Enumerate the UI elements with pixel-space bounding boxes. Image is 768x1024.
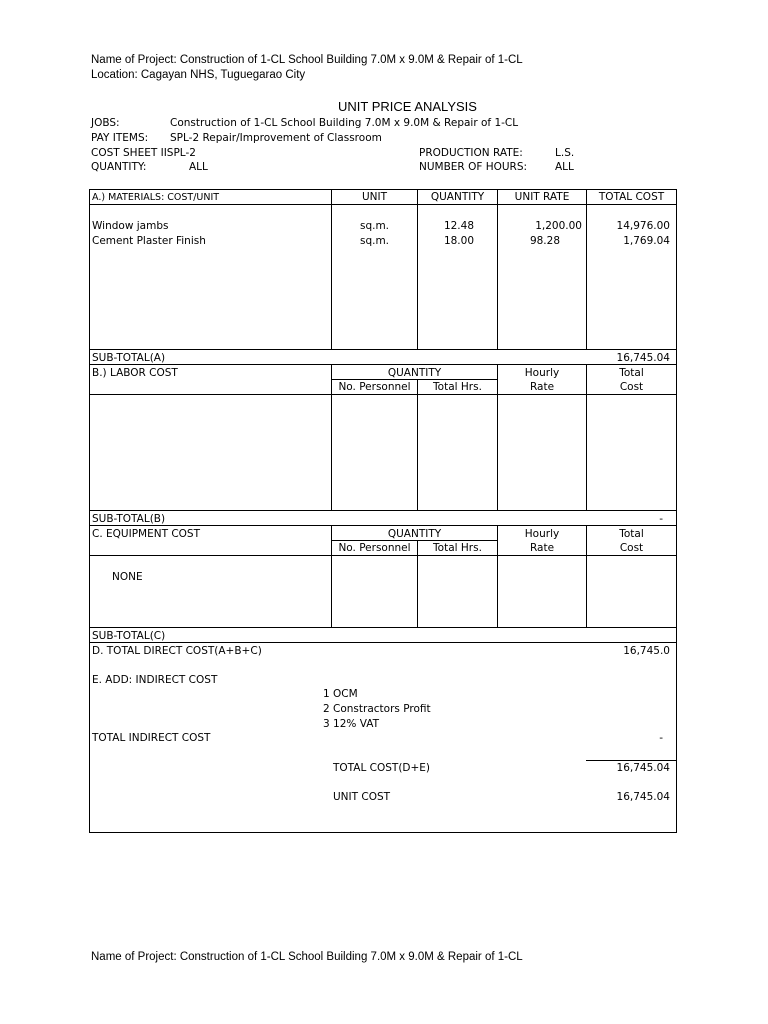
material-row-2-total: 1,769.04 xyxy=(623,235,670,247)
indirect-item-vat: 3 12% VAT xyxy=(323,718,379,730)
equipment-total-header: Total xyxy=(619,528,644,540)
unit-cost-label: UNIT COST xyxy=(333,791,391,803)
materials-unit-rate-header: UNIT RATE xyxy=(514,191,570,203)
labor-total-header: Total xyxy=(619,367,644,379)
quantity-label: QUANTITY: xyxy=(91,161,147,173)
subtotal-c-label: SUB-TOTAL(C) xyxy=(92,630,166,642)
material-row-2-quantity: 18.00 xyxy=(443,235,474,247)
equipment-total-hrs-header: Total Hrs. xyxy=(433,542,482,554)
material-row-1-total: 14,976.00 xyxy=(616,220,670,232)
materials-quantity-header: QUANTITY xyxy=(430,191,485,203)
equipment-none: NONE xyxy=(112,571,143,583)
pay-items-label: PAY ITEMS: xyxy=(91,132,149,144)
pay-items-value: SPL-2 Repair/Improvement of Classroom xyxy=(170,132,382,144)
total-direct-cost-value: 16,745.0 xyxy=(623,645,670,657)
cost-sheet: COST SHEET IISPL-2 xyxy=(91,147,196,159)
jobs-label: JOBS: xyxy=(91,117,120,129)
labor-cost-header: Cost xyxy=(619,381,644,393)
material-row-1-name: Window jambs xyxy=(92,220,169,232)
production-rate-value: L.S. xyxy=(555,147,575,159)
labor-personnel-header: No. Personnel xyxy=(338,381,411,393)
subtotal-b-label: SUB-TOTAL(B) xyxy=(92,513,166,525)
materials-header-label: A.) MATERIALS: COST/UNIT xyxy=(92,192,220,203)
indirect-cost-label: E. ADD: INDIRECT COST xyxy=(92,674,218,686)
material-row-2-rate: 98.28 xyxy=(529,235,560,247)
material-row-2-unit: sq.m. xyxy=(359,235,390,247)
total-cost-value: 16,745.04 xyxy=(616,762,670,774)
quantity-value: ALL xyxy=(189,161,208,173)
material-row-1-rate: 1,200.00 xyxy=(535,220,582,232)
total-indirect-cost-value: - xyxy=(659,732,663,744)
indirect-item-profit: 2 Constractors Profit xyxy=(323,703,431,715)
subtotal-a-value: 16,745.04 xyxy=(616,352,670,364)
total-cost-label: TOTAL COST(D+E) xyxy=(333,762,431,774)
material-row-1-quantity: 12.48 xyxy=(443,220,474,232)
subtotal-a-label: SUB-TOTAL(A) xyxy=(92,352,166,364)
indirect-item-ocm: 1 OCM xyxy=(323,688,358,700)
labor-hourly-header: Hourly xyxy=(524,367,560,379)
material-row-2-name: Cement Plaster Finish xyxy=(92,235,206,247)
subtotal-b-value: - xyxy=(659,513,663,525)
materials-unit-header: UNIT xyxy=(361,191,388,203)
project-name-header: Name of Project: Construction of 1-CL School Building 7.0M x 9.0M & Repair of 1-CL xyxy=(91,54,523,66)
equipment-rate-header: Rate xyxy=(529,542,555,554)
equipment-cost-header: Cost xyxy=(619,542,644,554)
material-row-1-unit: sq.m. xyxy=(359,220,390,232)
labor-total-hrs-header: Total Hrs. xyxy=(433,381,482,393)
equipment-quantity-header: QUANTITY xyxy=(387,528,442,540)
document-title: UNIT PRICE ANALYSIS xyxy=(338,99,477,114)
hours-label: NUMBER OF HOURS: xyxy=(419,161,528,173)
hours-value: ALL xyxy=(555,161,574,173)
project-name-footer: Name of Project: Construction of 1-CL School Building 7.0M x 9.0M & Repair of 1-CL xyxy=(91,951,523,963)
labor-quantity-header: QUANTITY xyxy=(387,367,442,379)
total-direct-cost-label: D. TOTAL DIRECT COST(A+B+C) xyxy=(92,645,262,657)
location-header: Location: Cagayan NHS, Tuguegarao City xyxy=(91,69,306,81)
labor-rate-header: Rate xyxy=(529,381,555,393)
jobs-value: Construction of 1-CL School Building 7.0M x 9.0M & Repair of 1-CL xyxy=(170,117,519,129)
equipment-cost-label: C. EQUIPMENT COST xyxy=(92,528,200,540)
total-indirect-cost-label: TOTAL INDIRECT COST xyxy=(92,732,211,744)
equipment-hourly-header: Hourly xyxy=(524,528,560,540)
production-rate-label: PRODUCTION RATE: xyxy=(419,147,523,159)
labor-cost-label: B.) LABOR COST xyxy=(92,367,178,379)
equipment-personnel-header: No. Personnel xyxy=(338,542,411,554)
unit-cost-value: 16,745.04 xyxy=(616,791,670,803)
materials-total-cost-header: TOTAL COST xyxy=(598,191,665,203)
